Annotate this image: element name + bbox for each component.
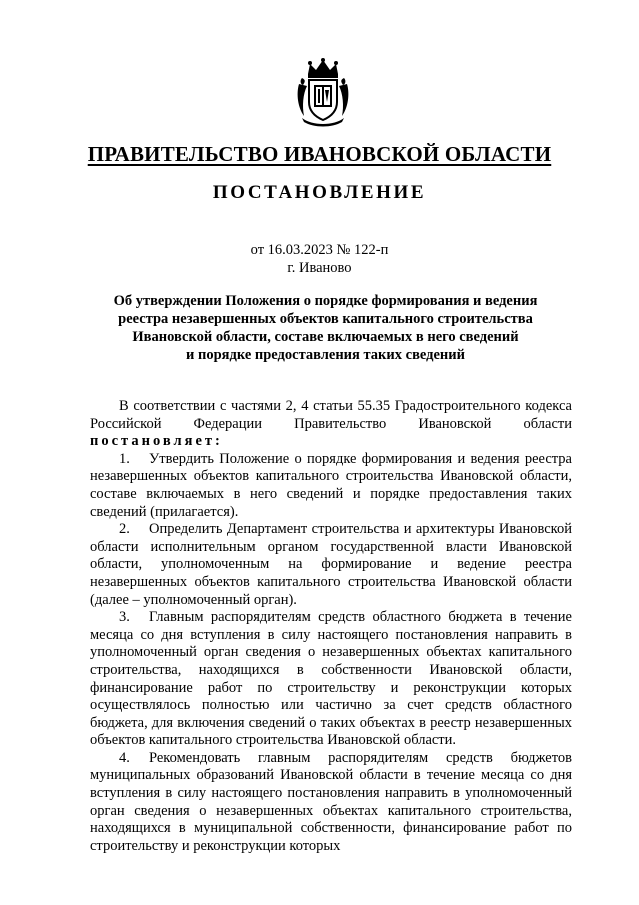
item-text: Рекомендовать главным распорядителям средств бюджетов муниципальных образований Ивановской области в течение месяца со дня вступления в силу настоящего постановления направить в уполномоченный орган сведения о незавершенных объектах капитального строительства, находящихся в муниципальной собственности, финансирование работ по строительству и реконструкции которых [90,749,572,854]
list-item [90,609,572,750]
document-body [90,398,572,855]
heading-line: реестра незавершенных объектов капитального строительства [118,311,533,327]
date-number: от 16.03.2023 № 122-п [250,242,389,258]
item-number: 1. [119,450,130,467]
item-number: 4. [119,749,130,766]
heading-line: Ивановской области, составе включаемых в него сведений [132,329,519,345]
item-text: Определить Департамент строительства и архитектуры Ивановской области исполнительным органом государственной власти Ивановской области, уполномоченным на формирование и ведение реестра незавершенных объектов капитального строительства Ивановской области (далее – уполномоченный орган). [90,521,572,608]
city: г. Иваново [287,260,352,276]
item-text: Утвердить Положение о порядке формирования и ведения реестра незавершенных объектов капитального строительства Ивановской области, составе включаемых в него сведений и порядке предоставления таких сведений (прилагается). [90,450,572,520]
preamble-text: В соответствии с частями 2, 4 статьи 55.35 Градостроительного кодекса Российской Федерации Правительство Ивановской области [90,398,572,432]
government-title: ПРАВИТЕЛЬСТВО ИВАНОВСКОЙ ОБЛАСТИ [87,142,552,166]
item-text: Главным распорядителям средств областного бюджета в течение месяца со дня вступления в силу настоящего постановления направить в уполномоченный орган сведения о незавершенных объектах капитального строительства, находящихся в собственности Ивановской области, финансирование работ по строительству и реконструкции которых осуществлялось полностью или частично за счет средств областного бюджета, для включения сведений о таких объектах в реестр незавершенных объектов капитального строительства Ивановской области. [90,609,572,749]
document-heading [88,292,563,364]
heading-line: и порядке предоставления таких сведений [186,347,465,363]
item-number: 3. [119,609,130,626]
preamble-paragraph [90,398,572,451]
list-item [90,750,572,856]
document-type: ПОСТАНОВЛЕНИЕ [212,182,427,203]
document-meta [60,241,579,277]
list-item [90,451,572,521]
item-number: 2. [119,521,130,538]
heading-line: Об утверждении Положения о порядке формирования и ведения [113,293,538,309]
decree-word: постановляет: [90,433,223,450]
ivanovo-coat-of-arms-icon [296,58,350,128]
list-item [90,521,572,609]
